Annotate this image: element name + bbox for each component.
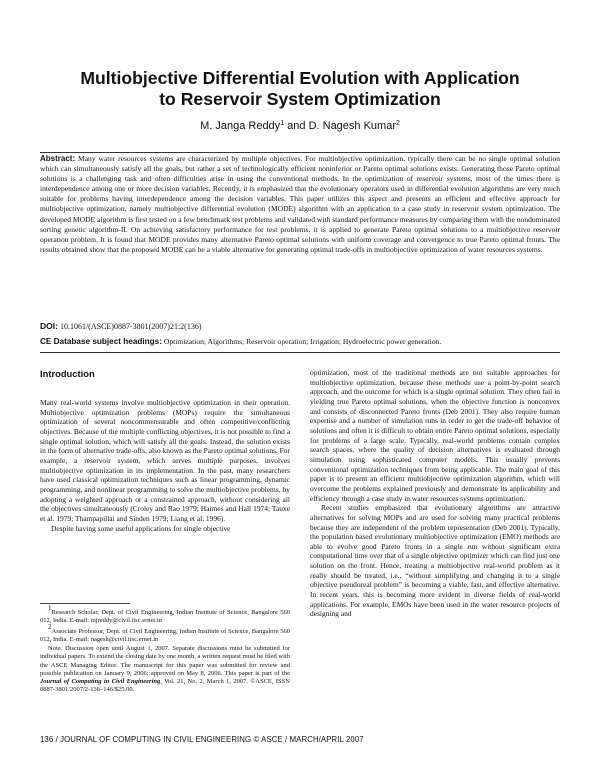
- abstract-section: [40, 154, 560, 319]
- footnote-text: Associate Professor, Dept. of Civil Engineering, Indian Institute of Science, Bangalore 560 012, India. E-mail: nagesh@civil.iisc.ernet.in: [40, 627, 290, 643]
- abstract-text: Many water resources systems are characterized by multiple objectives. For multiobjective optimization, typically there can be no single optimal solution which can simultaneously satisfy all the goals, but rather a set of technologically efficient noninferior or Pareto optimal solutions exists. Generating those Pareto optimal solutions is a challenging task and often difficulties arise in using the conventional methods. In the optimization of reservoir systems, most of the times there is interdependence among one or more decision variables. Recently, it is emphasized that the evolutionary operators used in differential evolution algorithms are very much suitable for problems having interdependence among the decision variables. This paper utilizes this aspect and presents an efficient and effective approach for multiobjective optimization, namely multiobjective differential evolution (MODE) algorithm with an application to a case study in reservoir system optimization. The developed MODE algorithm is first tested on a few benchmark test problems and validated with standard performance measures by comparing them with the nondominated sorting genetic algorithm-II. On achieving satisfactory performance for test problems, it is applied to generate Pareto optimal solutions to a multiobjective reservoir operation problem. It is found that MODE provides many alternative Pareto optimal solutions with uniform coverage and convergence to true Pareto optimal fronts. The results obtained show that the proposed MODE can be a viable alternative for generating optimal trade-offs in multiobjective optimization of water resources systems.: [40, 154, 560, 254]
- doi-line: [40, 321, 202, 331]
- abstract-paragraph: [40, 154, 560, 255]
- doi-value[interactable]: 10.1061/(ASCE)0887-3801(2007)21:2(136): [59, 322, 202, 331]
- body-paragraph: Despite having some useful applications for single objective: [51, 523, 231, 533]
- paper-title: [60, 68, 540, 110]
- doi-label: DOI:: [40, 321, 58, 331]
- footnote-1: [40, 604, 290, 625]
- discussion-note: [40, 645, 290, 694]
- author-joiner: and: [284, 120, 309, 132]
- right-column: [310, 368, 560, 619]
- subject-headings-label: CE Database subject headings:: [40, 337, 162, 346]
- author-list: [60, 120, 540, 132]
- footnotes: [40, 604, 290, 695]
- body-paragraph: optimization, most of the traditional methods are not suitable approaches for multiobjective optimization, because these methods use a point-by-point search approach, and the outcome for which is a single optimal solution. They often fail in yielding true Pareto optimal solutions, when the objective function is nonconvex and consists of disconnected Pareto fronts (Deb 2001). They also require human expertise and a number of simulation runs in order to get the trade-off behavior of solutions and often it is difficult to obtain entire Pareto optimal solutions, especially for problems of a large scale. Typically, real-world problems contain complex search spaces, where the quality of decision alternatives is evaluated through simulation using sophisticated computer models. This usually prevents conventional optimization techniques from being applicable. The main goal of this paper is to present an efficient multiobjective optimization algorithm, which will overcome the problems explained previously and demonstrate its applicability and efficiency through a case study in water resources systems optimization.: [310, 368, 560, 503]
- note-text-end: , Vol. 21, No. 2, March 1, 2007. ©ASCE, ISSN 0887-3801/2007/2-136–146/$25.00.: [40, 677, 290, 693]
- body-paragraph: Many real-world systems involve multiobjective optimization in their operation. Multiobjective optimization problems (MOPs) require the simultaneous optimization of several noncommensurable and often competitive/conflicting objectives. Because of the multiple conflicting objectives, it is not possible to find a single optimal solution, which will satisfy all the goals. Instead, the solution exists in the form of alternative trade-offs, also known as the Pareto optimal solutions. For example, a reservoir system, which serves multiple purposes, involves multiobjective optimization in its implementation. In the past, many researchers have used classical optimization techniques such as linear programming, dynamic programming, and nonlinear programming to solve the multiobjective problems, by adopting a weighted approach or a constrained approach, without considering all the objectives simultaneously (Croley and Rao 1979; Haimes and Hall 1974; Tauxe et al. 1979; Thampapillai and Sinden 1979; Liang et al. 1996).: [40, 398, 290, 523]
- header-bottom-rule: [40, 352, 560, 353]
- subject-headings-value: Optimization; Algorithms; Reservoir operation; Irrigation; Hydroelectric power generation.: [163, 337, 442, 346]
- abstract-top-rule: [40, 152, 560, 153]
- section-heading-introduction: Introduction: [40, 368, 95, 379]
- author-name: M. Janga Reddy: [200, 120, 281, 132]
- body-paragraph: Recent studies emphasized that evolutionary algorithms are attractive alternatives for solving MOPs and are used for solving many practical problems because they are independent of the problem representation (Deb 2001). Typically, the population based evolutionary multiobjective optimization (EMO) methods are able to evolve good Pareto fronts in a single run without significant extra computational time over that of a single objective optimizer which can find just one solution on the front. Hence, treating a multiobjective real-world problem as it really should be treated, i.e., “without simplifying and changing it to a single objective pseudoreal problem” is becoming a viable, fast, and effective alternative. In recent years, this is becoming more evident in diverse fields of real-world applications. For example, EMOs have been used in the water resource projects of designing and: [310, 503, 560, 619]
- left-column: [40, 368, 290, 533]
- footnote-text: Research Scholar, Dept. of Civil Engineering, Indian Institute of Science, Bangalore 560 012, India. E-mail: mjreddy@civil.iisc.ernet.in: [40, 609, 290, 625]
- footnote-marker: 1: [280, 120, 285, 127]
- abstract-label: Abstract:: [40, 154, 76, 163]
- note-text: Note. Discussion open until August 1, 2007. Separate discussions must be submitted for individual papers. To extend the closing date by one month, a written request must be filed with the ASCE Managing Editor. The manuscript for this paper was submitted for review and possible publication on January 9, 2006; approved on May 8, 2006. This paper is part of the: [40, 645, 290, 677]
- journal-name: Journal of Computing in Civil Engineering: [40, 677, 161, 685]
- subject-headings-line: [40, 337, 441, 346]
- footnote-marker: 1: [48, 604, 52, 612]
- footnote-rule: [40, 603, 130, 604]
- footnote-marker: 2: [396, 120, 400, 127]
- page-footer: 136 / JOURNAL OF COMPUTING IN CIVIL ENGINEERING © ASCE / MARCH/APRIL 2007: [40, 735, 364, 744]
- author-name: D. Nagesh Kumar: [308, 120, 396, 132]
- footnote-marker: 2: [48, 622, 52, 631]
- title-line-2: to Reservoir System Optimization: [159, 89, 441, 109]
- title-line-1: Multiobjective Differential Evolution with Application: [80, 68, 520, 88]
- footnote-2: [40, 622, 290, 644]
